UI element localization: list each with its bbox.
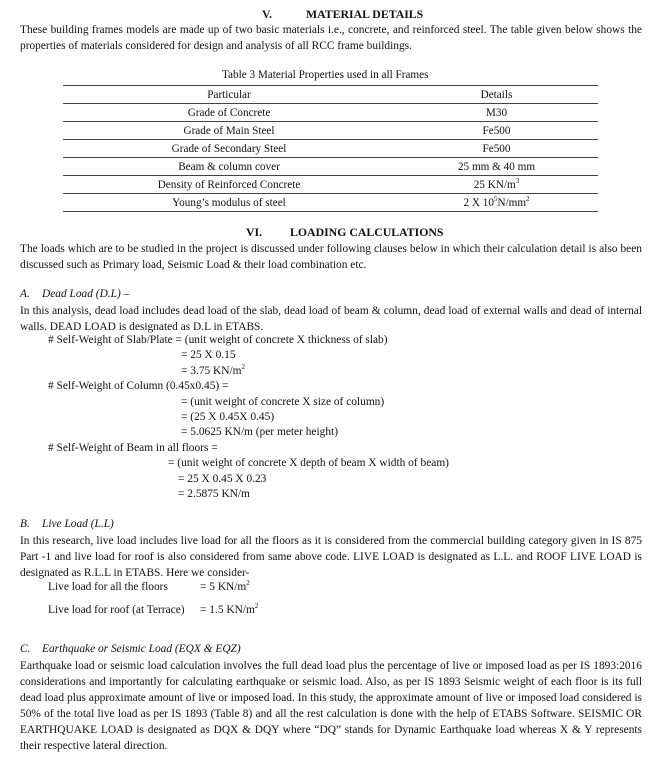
- section-title: MATERIAL DETAILS: [306, 7, 424, 21]
- live-load-paragraph: In this research, live load includes live load for all the floors as it is considered from the commercial building category given in IS 875 Part -1 and live load for roof is also considered from same above code. LIVE LOAD is designated as L.L. and ROOF LIVE LOAD is designated as R.L.L in ETABS. Here we consider-: [20, 535, 642, 579]
- unit-exponent: 2: [246, 579, 250, 587]
- subsection-letter: C.: [20, 643, 31, 655]
- details-cell: Fe500: [395, 122, 598, 140]
- column-weight-step: = (25 X 0.45X 0.45): [181, 411, 275, 423]
- beam-weight-result: = 2.5875 KN/m: [178, 488, 250, 500]
- unit-exponent: 2: [241, 363, 246, 371]
- subsection-title: Dead Load (D.L) –: [42, 288, 130, 300]
- column-header-particular: Particular: [63, 86, 395, 104]
- slab-weight-label: # Self-Weight of Slab/Plate = (unit weight of concrete X thickness of slab): [48, 334, 388, 346]
- subsection-title: Live Load (L.L): [42, 518, 114, 530]
- section-title: LOADING CALCULATIONS: [290, 225, 444, 239]
- roof-live-load-label: Live load for roof (at Terrace): [48, 604, 185, 616]
- material-properties-table: [63, 85, 598, 212]
- table-row: [63, 140, 598, 158]
- superscript: 3: [515, 176, 520, 185]
- seismic-load-paragraph: Earthquake load or seismic load calculation involves the full dead load plus the percentage of live or imposed load as per IS 1893:2016 considerations and importantly for calculating earthquake or seismic load. Also, as per IS 1893 Seismic weight of each floor is its full dead load plus approximate amount of live or imposed load. In this study, the approximate amount of live or imposed load considered is 50% of the total live load as per IS 1893 (Table 8) and all the rest calculation is done with the help of ETABS Software. SEISMIC OR EARTHQUAKE LOAD is designated as DQX & DQY where “DQ” stands for Dynamic Earthquake load whereas X & Y represents their respective lateral direction.: [20, 660, 642, 752]
- unit-exponent: 2: [254, 602, 259, 610]
- dead-load-paragraph: In this analysis, dead load includes dead load of the slab, dead load of beam & column, dead load of external walls and dead of internal walls. DEAD LOAD is designated as D.L in ETABS.: [20, 305, 642, 333]
- loading-calculations-paragraph: The loads which are to be studied in the project is discussed under following clauses below in which their calculation detail is also been discussed such as Primary load, Seismic Load & their load combination etc.: [20, 243, 642, 271]
- column-header-details: Details: [395, 86, 598, 104]
- subsection-title: Earthquake or Seismic Load (EQX & EQZ): [42, 643, 241, 655]
- details-text: 25 KN/m: [473, 178, 516, 191]
- column-weight-label: # Self-Weight of Column (0.45x0.45) =: [48, 380, 229, 392]
- table-row: [63, 158, 598, 176]
- dead-load-subheading: [20, 288, 129, 300]
- unit-exponent: 2: [526, 194, 530, 203]
- table-row: [63, 176, 598, 194]
- details-text: 2 X 10: [463, 196, 494, 209]
- table-header-row: [63, 86, 598, 104]
- beam-weight-step: = 25 X 0.45 X 0.23: [178, 473, 267, 485]
- seismic-load-subheading: [20, 643, 241, 655]
- floor-live-load-label: Live load for all the floors: [48, 581, 168, 593]
- exponent: 5: [493, 194, 498, 203]
- particular-cell: Grade of Secondary Steel: [63, 140, 395, 158]
- live-load-subheading: [20, 518, 114, 530]
- particular-cell: Young’s modulus of steel: [63, 194, 395, 212]
- particular-cell: Density of Reinforced Concrete: [63, 176, 395, 194]
- section-number: VI.: [246, 225, 263, 239]
- beam-weight-label: # Self-Weight of Beam in all floors =: [48, 442, 218, 454]
- details-cell: M30: [395, 104, 598, 122]
- beam-weight-formula: = (unit weight of concrete X depth of beam X width of beam): [168, 457, 449, 469]
- slab-weight-result: [181, 365, 245, 377]
- details-cell: [395, 194, 598, 212]
- value-text: = 1.5 KN/m: [200, 604, 255, 616]
- details-cell: Fe500: [395, 140, 598, 158]
- table-caption: Table 3 Material Properties used in all Frames: [222, 69, 429, 81]
- slab-weight-step: = 25 X 0.15: [181, 349, 236, 361]
- column-weight-formula: = (unit weight of concrete X size of column): [181, 396, 385, 408]
- details-cell: 25 mm & 40 mm: [395, 158, 598, 176]
- details-cell: [395, 176, 598, 194]
- section-vi-heading: [246, 225, 444, 240]
- column-weight-result: = 5.0625 KN/m (per meter height): [181, 426, 338, 438]
- particular-cell: Grade of Concrete: [63, 104, 395, 122]
- details-unit: N/mm: [497, 196, 527, 209]
- subsection-letter: B.: [20, 518, 30, 530]
- section-v-heading: [262, 7, 423, 22]
- table-row: [63, 194, 598, 212]
- value-text: = 5 KN/m: [200, 581, 247, 593]
- section-number: V.: [262, 7, 272, 21]
- material-details-paragraph: These building frames models are made up of two basic materials i.e., concrete, and reinforced steel. The table given below shows the properties of materials considered for design and analysis of all RCC frame buildings.: [20, 24, 642, 52]
- result-text: = 3.75 KN/m: [181, 365, 242, 377]
- particular-cell: Beam & column cover: [63, 158, 395, 176]
- subsection-letter: A.: [20, 288, 30, 300]
- particular-cell: Grade of Main Steel: [63, 122, 395, 140]
- table-row: [63, 104, 598, 122]
- table-row: [63, 122, 598, 140]
- roof-live-load-value: [200, 604, 258, 616]
- floor-live-load-value: [200, 581, 250, 593]
